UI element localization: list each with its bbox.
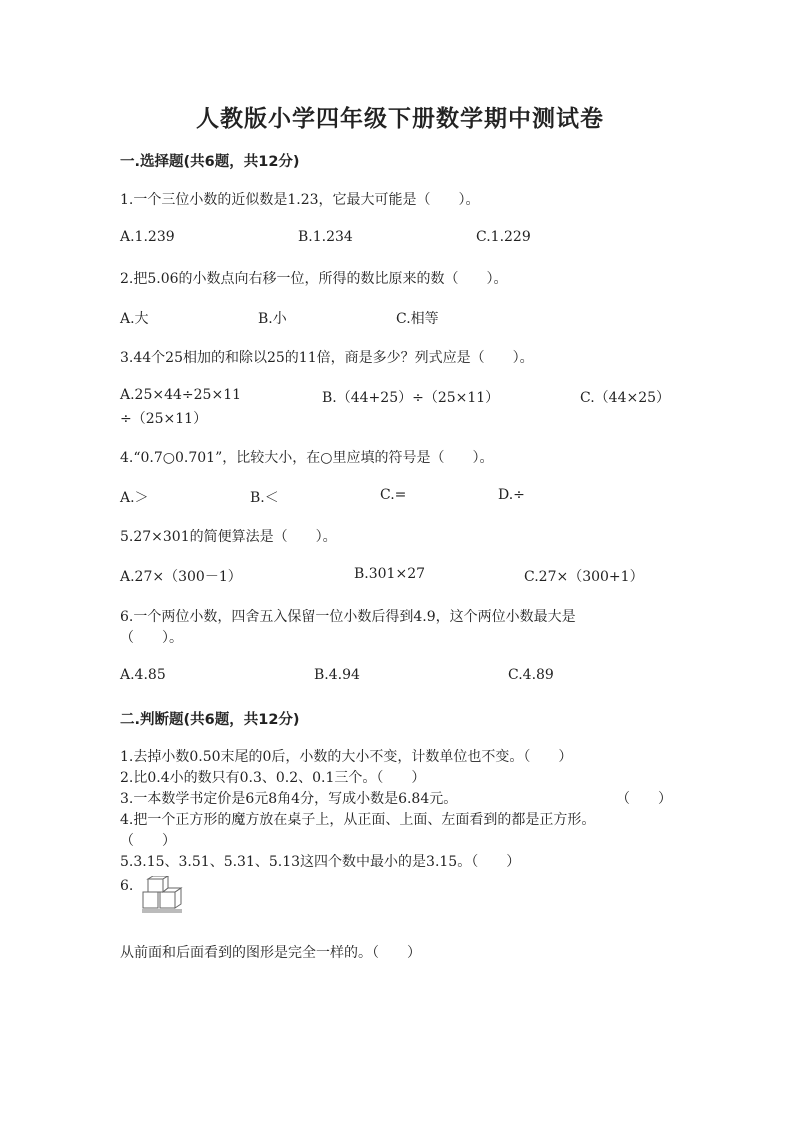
q6-option-c: C.4.89 [508, 667, 554, 683]
q5-option-a: A.27×（300－1） [120, 569, 242, 585]
q1-option-b: B.1.234 [298, 229, 353, 245]
page-title: 人教版小学四年级下册数学期中测试卷 [196, 106, 604, 132]
q4-option-c: C.= [380, 487, 407, 503]
judgement-1: 1.去掉小数0.50末尾的0后，小数的大小不变，计数单位也不变。（ ） [120, 749, 573, 765]
q2-option-b: B.小 [258, 311, 287, 327]
judgement-6: 从前面和后面看到的图形是完全一样的。（ ） [120, 945, 421, 961]
q2-option-a: A.大 [120, 311, 149, 327]
question-3: 3.44个25相加的和除以25的11倍，商是多少？列式应是（ ）。 [120, 350, 534, 366]
q1-option-c: C.1.229 [476, 229, 531, 245]
judgement-2: 2.比0.4小的数只有0.3、0.2、0.1三个。（ ） [120, 770, 426, 786]
q3-option-c: C.（44×25） [580, 390, 671, 406]
q1-option-a: A.1.239 [120, 229, 175, 245]
q3-option-c-cont: ÷（25×11） [120, 411, 208, 427]
q3-option-a: A.25×44÷25×11 [120, 387, 242, 403]
section-heading-choice: 一.选择题(共6题，共12分) [120, 154, 300, 170]
q4-option-a: A.＞ [120, 490, 149, 506]
judgement-6-number: 6. [120, 878, 134, 894]
q5-option-b: B.301×27 [354, 566, 426, 582]
q5-option-c: C.27×（300+1） [524, 569, 644, 585]
q6-option-a: A.4.85 [120, 667, 166, 683]
question-6-cont: （ ）。 [120, 630, 183, 646]
judgement-4-bracket: （ ） [120, 833, 176, 849]
question-5: 5.27×301的简便算法是（ ）。 [120, 529, 337, 545]
q3-option-b: B.（44+25）÷（25×11） [322, 390, 500, 406]
judgement-5: 5.3.15、3.51、5.31、5.13这四个数中最小的是3.15。（ ） [120, 854, 521, 870]
question-6: 6.一个两位小数，四舍五入保留一位小数后得到4.9，这个两位小数最大是 [120, 609, 576, 625]
question-2: 2.把5.06的小数点向右移一位，所得的数比原来的数（ ）。 [120, 271, 508, 287]
q2-option-c: C.相等 [396, 311, 439, 327]
question-1: 1.一个三位小数的近似数是1.23，它最大可能是（ ）。 [120, 192, 480, 208]
q4-option-d: D.÷ [498, 487, 525, 503]
q4-option-b: B.＜ [250, 490, 279, 506]
judgement-4: 4.把一个正方形的魔方放在桌子上，从正面、上面、左面看到的都是正方形。 [120, 812, 596, 828]
q6-option-b: B.4.94 [314, 667, 360, 683]
question-4: 4.“0.7○0.701”，比较大小，在○里应填的符号是（ ）。 [120, 450, 494, 466]
section-heading-judgement: 二.判断题(共6题，共12分) [120, 712, 300, 728]
judgement-3: 3.一本数学书定价是6元8角4分，写成小数是6.84元。 [120, 791, 458, 807]
stacked-cubes-figure [141, 876, 185, 916]
judgement-3-bracket: （ ） [616, 791, 672, 807]
